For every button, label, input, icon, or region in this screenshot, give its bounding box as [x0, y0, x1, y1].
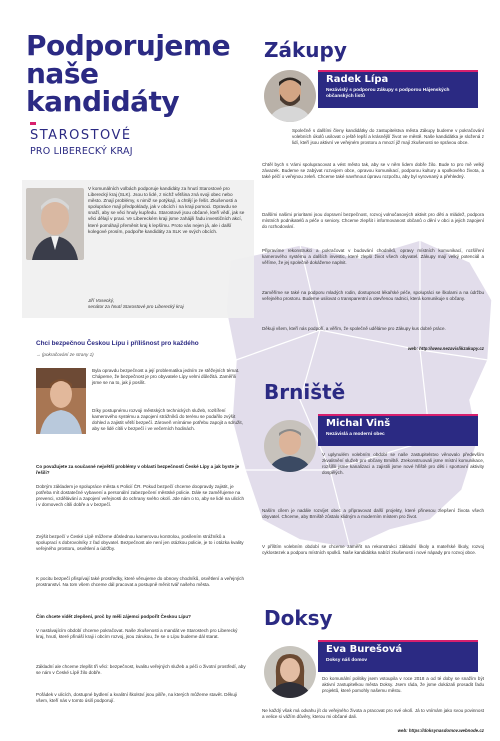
- candidate-photo-lipa: [264, 70, 316, 122]
- section-heading-zakupy: Zákupy: [264, 38, 347, 62]
- candidate-namebox-lipa: [318, 70, 478, 108]
- namebox-accent-bar: [318, 640, 478, 642]
- article-paragraph-4: Zvýšit bezpečí v České Lípě můžeme důslednou kamerovou kontrolou, posílením strážníků a spoluprací s dobrovolníky z řad obyvatel. Bezpečnost ale není jen otázkou policie, je to i otázka kvality veřejného prostoru, osvětlení a údržby.: [36, 534, 244, 552]
- zakupy-text-2: Chtěl bych s Vámi spolupracovat a vést město tak, aby se v něm lidem dobře žilo. Bude to pro mě velký závazek. Budeme se zabývat rozvojem obce, opravou komunikací, podporou kultury a spolkového života, a také péčí o veřejnou zeleň. Chceme také navrhnout úpravu rozpočtu, aby byl vyrovnaný a přehledný.: [262, 162, 484, 179]
- page-headline: [26, 29, 246, 118]
- headline-line-1: Podporujeme: [26, 29, 231, 62]
- candidate-role: Nezávislý s podporou Zákupy s podporou Hájenských občanských listů: [326, 88, 450, 99]
- zakupy-web: web: http://www.nezavislikzakupy.cz: [407, 346, 484, 351]
- namebox-accent-bar: [318, 414, 478, 416]
- section-heading-brniste: Brniště: [264, 380, 346, 404]
- starostove-logo: [30, 118, 180, 164]
- article-continuation: → (pokračování ze strany 1): [36, 352, 94, 357]
- signature-name: Jiří Vosecký,: [88, 298, 115, 303]
- candidate-namebox-buresova: [318, 640, 478, 672]
- logo-accent-bar: [30, 122, 36, 125]
- candidate-role: Nezávislá a moderní obec: [326, 432, 385, 437]
- article-paragraph-3: Dobrým základem je spolupráce města s Policií ČR. Pokud bezpečí chceme doopravdy zajistit, je potřeba mít dostatečné vybavení a personální zabezpečení městské policie. Dále se zaměřujeme na prevenci, vzdělávání a zapojení veřejnosti do ochrany svého okolí. Jde nám o to, aby se lidé na ulicích i v domovech cítili dobře a v bezpečí.: [36, 484, 245, 508]
- article-question-2: Čím chcete vidět zlepšení, proč by měli zájemci podpořit Českou Lípu?: [36, 614, 191, 619]
- candidate-namebox-vins: [318, 414, 478, 446]
- signature-role: senátor za hnutí Starostové pro Liberecký kraj: [88, 304, 184, 309]
- candidate-name: Michal Vinš: [326, 418, 391, 429]
- article-paragraph-6: V nastávajícím období chceme pokračovat. Naše zkušenosti a mandát ve Starostech pro Liberecký kraj, hnutí, které přináší kraji i obcím rozvoj, jsou zárukou, že se o Lípu budeme dál starat.: [36, 628, 238, 640]
- article-paragraph-2: Díky postupnému rozvoji městských technických služeb, rozšíření kamerového systému a zapojení strážníků do terénu se podařilo zvýšit dohled a zajistit větší bezpečí. Zároveň vnímáme potřebu zapojit a sdružit, aby se lidé cítili v bezpečí i ve večerních hodinách.: [92, 408, 243, 432]
- senator-portrait: [26, 188, 84, 260]
- zakupy-text-6: Děkuji všem, kteří nás podpoří, a věřím, že společně uděláme pro Zákupy kus dobré práce.: [262, 326, 446, 331]
- namebox-accent-bar: [318, 70, 478, 72]
- headline-line-2: naše kandidáty: [26, 57, 180, 118]
- candidate-name: Radek Lípa: [326, 74, 389, 85]
- article-paragraph-5: K pocitu bezpečí přispívají také prostředky, které věnujeme do obnovy chodníků, osvětlení a veřejných prostranství. Na tom všem chceme dál pracovat a postupně měnit tvář našeho města.: [36, 576, 245, 588]
- candidate-name: Eva Burešová: [326, 644, 403, 655]
- intro-text: V komunálních volbách podporuje kandidáty za hnutí Starostové pro Liberecký kraj (SLK). Jsou to lidé, z nichž většina zná svoji obec nebo město. Znají problémy, s nimiž se potýkají, a chtějí je řešit. Zkušenosti a spolupráce mají předpoklady, jak v obcích i na kraji pomoci. Opravdu se snaží, aby se věci hnuly kupředu. Starostové jsou občané, kteří vědí, jak se věci dělají v praxi. Ve Libereckém kraji jsme zahájili řadu investičních akcí, které pomáhají přeměnit kraj k lepšímu. Proto vás nejen já, ale i další kolegové prosím, podpořte kandidáty za SLK ve svých obcích.: [88, 186, 245, 234]
- zakupy-text-3: Dalšími našimi prioritami jsou dopravní bezpečnost, rozvoj volnočasových aktivit pro děti a mládež, podpora místních podnikatelů a péče o seniory. Chceme zlepšit i informovanost občanů o dění v obci a jejich zapojení do rozhodování.: [262, 212, 484, 229]
- doksy-text-2: Ne každý však má odvahu jít do veřejného života a pracovat pro své okolí. Já to vnímám jako svou povinnost a velice si vážím důvěry, kterou mi občané dali.: [262, 708, 484, 719]
- section-heading-doksy: Doksy: [264, 606, 333, 630]
- article-paragraph-1: Byla opravdu bezpečnost a její problematika jedním ze stěžejních témat. Chápeme, že bezpečnost je pro obyvatele Lípy velmi důležitá. Zaměřili jsme se na to, jak ji posílit.: [92, 368, 240, 386]
- article-title: Chci bezpečnou Českou Lípu i přílišnost pro každého: [36, 340, 199, 347]
- candidate-photo-vins: [264, 420, 316, 472]
- article-question-1: Co považujete za současné největší problémy v oblasti bezpečnosti České Lípy a jak byste je řešili?: [36, 464, 240, 476]
- article-paragraph-7: Základní ale chceme zlepšit tři věci: bezpečnost, kvalitu veřejných služeb a péči o životní prostředí, aby se nám v České Lípě žilo dobře.: [36, 664, 246, 676]
- zakupy-text-5: Zaměříme se také na podporu mladých rodin, dostupnost lékařské péče, spolupráci se školami a na údržbu veřejného prostoru. Budeme usilovat o transparentní a otevřenou radnici, která komunikuje s občany.: [262, 290, 484, 301]
- brniste-text-1: V uplynulém volebním období se naše zastupitelstvo věnovalo především zkvalitnění služeb pro občany Brniště. Zrekonstruovali jsme místní komunikace, rozšířili jsme kanalizaci a zajistili jsme nové hřiště pro děti i sportovní aktivity dospělých.: [322, 452, 484, 475]
- doksy-web: web: https://doksynasdomov.webnode.cz: [397, 728, 484, 733]
- candidate-role: Doksy náš domov: [326, 658, 368, 663]
- brniste-text-2: Naším cílem je nadále rozvíjet obec a připravovat další projekty, které přinesou zlepšení života všech obyvatel. Chceme, aby Brniště zůstalo klidným a moderním místem pro život.: [262, 508, 484, 519]
- intro-signature: [88, 298, 248, 310]
- brniste-text-3: V příštím volebním období se chceme zaměřit na rekonstrukci základní školy a mateřské školy, rozvoj cyklostezek a podporu místních spolků. Naše kandidátka nabízí zkušenosti i nové nápady pro rozvoj obce.: [262, 544, 484, 555]
- logo-line-1: STAROSTOVÉ: [30, 128, 132, 143]
- zakupy-text-1: Společně s dalšími členy kandidátky do zastupitelstva města Zákupy budeme v pokračování volebních úkolů usilovat o ještě lepší a krásnější život ve městě. Naše kandidátka je složená z lidí, kteří jsou aktivní ve veřejném prostoru a mnozí již mají zkušenosti se správou obce.: [292, 128, 484, 145]
- doksy-text-1: Do komunální politiky jsem vstoupila v roce 2018 a od té doby se snažím být aktivní zastupitelkou města Doksy. Jsem ráda, že jsme dokázali prosadit řadu projektů, které pomohly našemu městu.: [322, 676, 484, 693]
- logo-line-2: PRO LIBERECKÝ KRAJ: [30, 146, 133, 157]
- candidate-photo-buresova: [264, 646, 316, 698]
- zakupy-text-4: Připravíme rekonstrukci a pokračovat v budování chodníků, opravy místních komunikací, rozšíření kamerového systému a dalších investic, které zlepší život všech obyvatel. Zákupy mají velký potenciál a věříme, že jej společně dokážeme naplnit.: [262, 248, 484, 265]
- article-portrait: [36, 368, 86, 434]
- article-paragraph-8: Pořádek v ulicích, dostupné bydlení a kvalitní školství jsou pilíře, na kterých můžeme stavět. Děkuji všem, kteří nás v tomto úsilí podporují.: [36, 692, 237, 704]
